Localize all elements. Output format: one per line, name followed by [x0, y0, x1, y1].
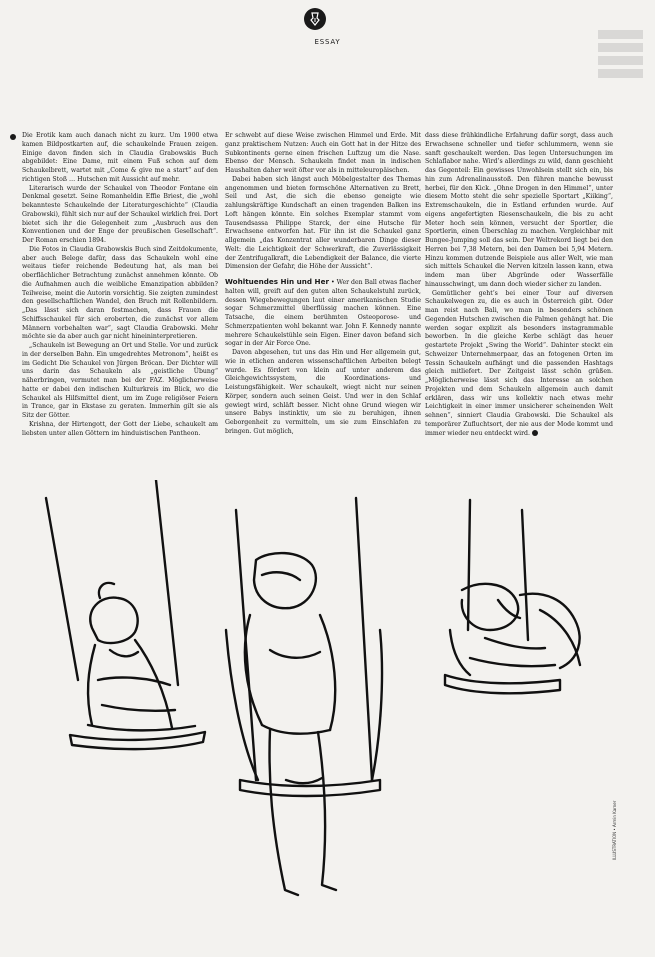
left-swinging-child [46, 480, 205, 749]
paragraph-text: Wer den Ball etwas flacher halten will, greift auf den guten alten Schaukelstuhl zurück, dessen Wiegebewegungen laut einer amerikanischen Studie sogar Schmerzmittel überflüssig machen können. Eine Tatsache, die einem berühmten Osteoporose- und Schmerzpatienten wohl bekannt war. John F. Kennedy nannte mehrere Schaukelstühle sein Eigen. Einer davon befand sich sogar in der Air Force One. [225, 279, 421, 348]
paragraph: „Schaukeln ist Bewegung an Ort und Stelle. Vor und zurück in der derselben Bahn. Ein umgedrehtes Metronom“, heißt es im Gedicht Die Schaukel von Jürgen Bröcan. Der Dichter will uns darin das Schaukeln als „geistliche Übung“ näherbringen, vermutet man bei der FAZ. Möglicherweise hatte er dabei den indischen Kulturkreis im Blick, wo die Schaukel als Hilfsmittel dient, um im Zuge religiöser Feiern in Trance, gar in Ekstase zu geraten. Immerhin gilt sie als Sitz der Götter. [22, 342, 218, 419]
end-mark [532, 430, 538, 436]
paragraph-text: Gemütlicher geht’s bei einer Tour auf diversen Schaukelwegen zu, die es auch in Österreich gibt. Oder man reist nach Bali, wo man in besonders schönen Gegenden Hutschen zwischen die Palmen gehängt hat. Die werden sogar explizit als besonders instagrammable beworben. In die gleiche Kerbe schlägt das heuer gestartete Projekt „Swing the World“. Dahinter steckt ein Schweizer Unternehmerpaar, das an fotogenen Orten im Tessin Schaukeln aufhängt und die passenden Hashtags gleich mitliefert. Der Zeitgeist lässt schön grüßen. „Möglicherweise lässt sich das Interesse an solchen Projekten und dem Schaukeln allgemein auch damit erklären, dass wir uns kollektiv nach etwas mehr Leichtigkeit in einer immer unsicherer scheinenden Welt sehnen“, sinniert Claudia Grabowski. Die Schaukel als temporärer Zufluchtsort, der nie aus der Mode kommt und immer wieder neu entdeckt wird. [425, 289, 613, 437]
paragraph: Die Erotik kam auch danach nicht zu kurz. Um 1900 etwa kamen Bildpostkarten auf, die schaukelnde Frauen zeigen. Einige davon finden sich in Claudia Grabowskis Buch abgebildet: Eine Dame, mit einem Fuß schon auf dem Schaukelbrett, wartet mit „Come & give me a start“ auf den richtigen Stoß … Hutschen mit Aussicht auf mehr. [22, 132, 218, 183]
section-label: ESSAY [314, 38, 341, 46]
paragraph-with-subhead: Wohltuendes Hin und Her • Wer den Ball etwas flacher halten will, greift auf den guten alten Schaukelstuhl zurück, dessen Wiegebewegungen laut einer amerikanischen Studie sogar Schmerzmittel überflüssig machen können. Eine Tatsache, die einem berühmten Osteoporose- und Schmerzpatienten wohl bekannt war. John F. Kennedy nannte mehrere Schaukelstühle sein Eigen. Einer davon befand sich sogar in der Air Force One. [225, 277, 421, 348]
magazine-logo [304, 8, 326, 30]
paragraph [425, 290, 613, 439]
article-column-3 [425, 132, 613, 438]
paragraph: Krishna, der Hirtengott, der Gott der Liebe, schaukelt am liebsten unter allen Göttern im hinduistischen Pantheon. [22, 420, 218, 437]
paragraph: Davon abgesehen, tut uns das Hin und Her allgemein gut, wie in etlichen anderen wissenschaftlichen Arbeiten belegt wurde. Es fördert von klein auf unter anderem das Gleichgewichtssystem, die Koordinations- und Leistungsfähigkeit. Wer schaukelt, wiegt nicht nur seinen Körper, sondern auch seinen Geist. Und wer in den Schlaf gewiegt wird, schläft besser. Nicht ohne Grund wiegen wir unsere Babys instinktiv, um sie zu beruhigen, ihnen Geborgenheit zu vermitteln, um sie zum Einschlafen zu bringen. Gut möglich, [225, 349, 421, 435]
right-swinging-child [445, 500, 580, 693]
paragraph: Dabei haben sich längst auch Möbelgestalter des Themas angenommen und bieten formschöne Alternativen zu Brett, Seil und Ast, die sich die ebenso geneigte wie zahlungskräftige Kundschaft an einen tragenden Balken ins Loft hängen könnte. Ein solches Exemplar stammt vom Tausendsassa Philippe Starck, der eine Hutsche für Erwachsene entworfen hat. Für ihn ist die Schaukel ganz allgemein „das Konzentrat aller wunderbaren Dinge dieser Welt: die Leichtigkeit der Schwerkraft, die Zuverlässigkeit der Zentrifugalkraft, die Lebendigkeit der Balance, die vierte Dimension der Gefahr, die Höhe der Aussicht“. [225, 175, 421, 271]
paragraph: dass diese frühkindliche Erfahrung dafür sorgt, dass auch Erwachsene schneller und tiefer schlummern, wenn sie sanft geschaukelt werden. Das legen Untersuchungen im Schlaflabor nahe. Wird’s allerdings zu wild, dann geschieht das Gegenteil: Ein gewisses Unwohlsein stellt sich ein, bis hin zum Adrenalinausstoß. Den führen manche bewusst herbei, für den Kick. „Ohne Drogen in den Himmel“, unter diesem Motto steht die sehr spezielle Sportart „Kiiking“, Extremschaukeln, die in Estland erfunden wurde. Auf eigens angefertigten Riesenschaukeln, die bis zu acht Meter hoch sein können, versucht der Sportler, die Sportlerin, einen Überschlag zu machen. Vergleichbar mit Bungee-Jumping soll das sein. Der Weltrekord liegt bei den Herren bei 7,38 Metern, bei den Damen bei 5,94 Metern. Hinzu kommen dutzende Beispiele aus aller Welt, wie man sich mittels Schaukel die Nerven kitzeln lassen kann, etwa indem man über Abgründe oder Wasserfälle hinausschwingt, um dann doch wieder sicher zu landen. [425, 132, 613, 288]
start-bullet [10, 134, 16, 140]
paragraph: Die Fotos in Claudia Grabowskis Buch sind Zeitdokumente, aber auch Belege dafür, dass das Schaukeln wohl eine weitaus tiefer reichende Bedeutung hat, als man bei oberflächlicher Betrachtung zunächst annehmen könnte. Ob die Aufnahmen auch die weibliche Emanzipation abbilden? Teilweise, meint die Autorin vorsichtig. Sie zeigten zumindest den gesellschaftlichen Wandel, den Bruch mit Rollenbildern. „Das lässt sich daran festmachen, dass Frauen die Schiffsschaukel für sich eroberten, die zunächst vor allem Männern vorbehalten war“, sagt Claudia Grabowski. Mehr möchte sie da aber auch gar nicht hineininterpretieren. [22, 245, 218, 341]
hand-pen-icon [309, 12, 321, 26]
show-through-text [598, 30, 643, 88]
middle-swinging-child [226, 498, 382, 895]
paragraph: Literarisch wurde der Schaukel von Theodor Fontane ein Denkmal gesetzt. Seine Romanheldin Effie Briest, die „wohl bekannteste Schaukelnde der Literaturgeschichte“ (Claudia Grabowski), fühlt sich nur auf der Schaukel wirklich frei. Dort bietet sich ihr die Gelegenheit zum „Ausbruch aus den Konventionen und der Enge der preußischen Gesellschaft“. Der Roman erschien 1894. [22, 184, 218, 244]
subheading: Wohltuendes Hin und Her [225, 277, 329, 286]
article-column-2 [225, 132, 421, 437]
paragraph: Er schwebt auf diese Weise zwischen Himmel und Erde. Mit ganz praktischem Nutzen: Auch ein Gott hat in der Hitze des Subkontinents gerne einen frischen Luftzug um die Nase. Ebenso der Mensch. Schaukeln findet man in indischen Haushalten daher weit öfter vor als in mitteleuropäischen. [225, 132, 421, 174]
illustration-credit: ILLUSTRATION • Armin Karner [612, 800, 617, 860]
article-column-1 [22, 132, 218, 438]
swing-illustration [0, 480, 655, 950]
